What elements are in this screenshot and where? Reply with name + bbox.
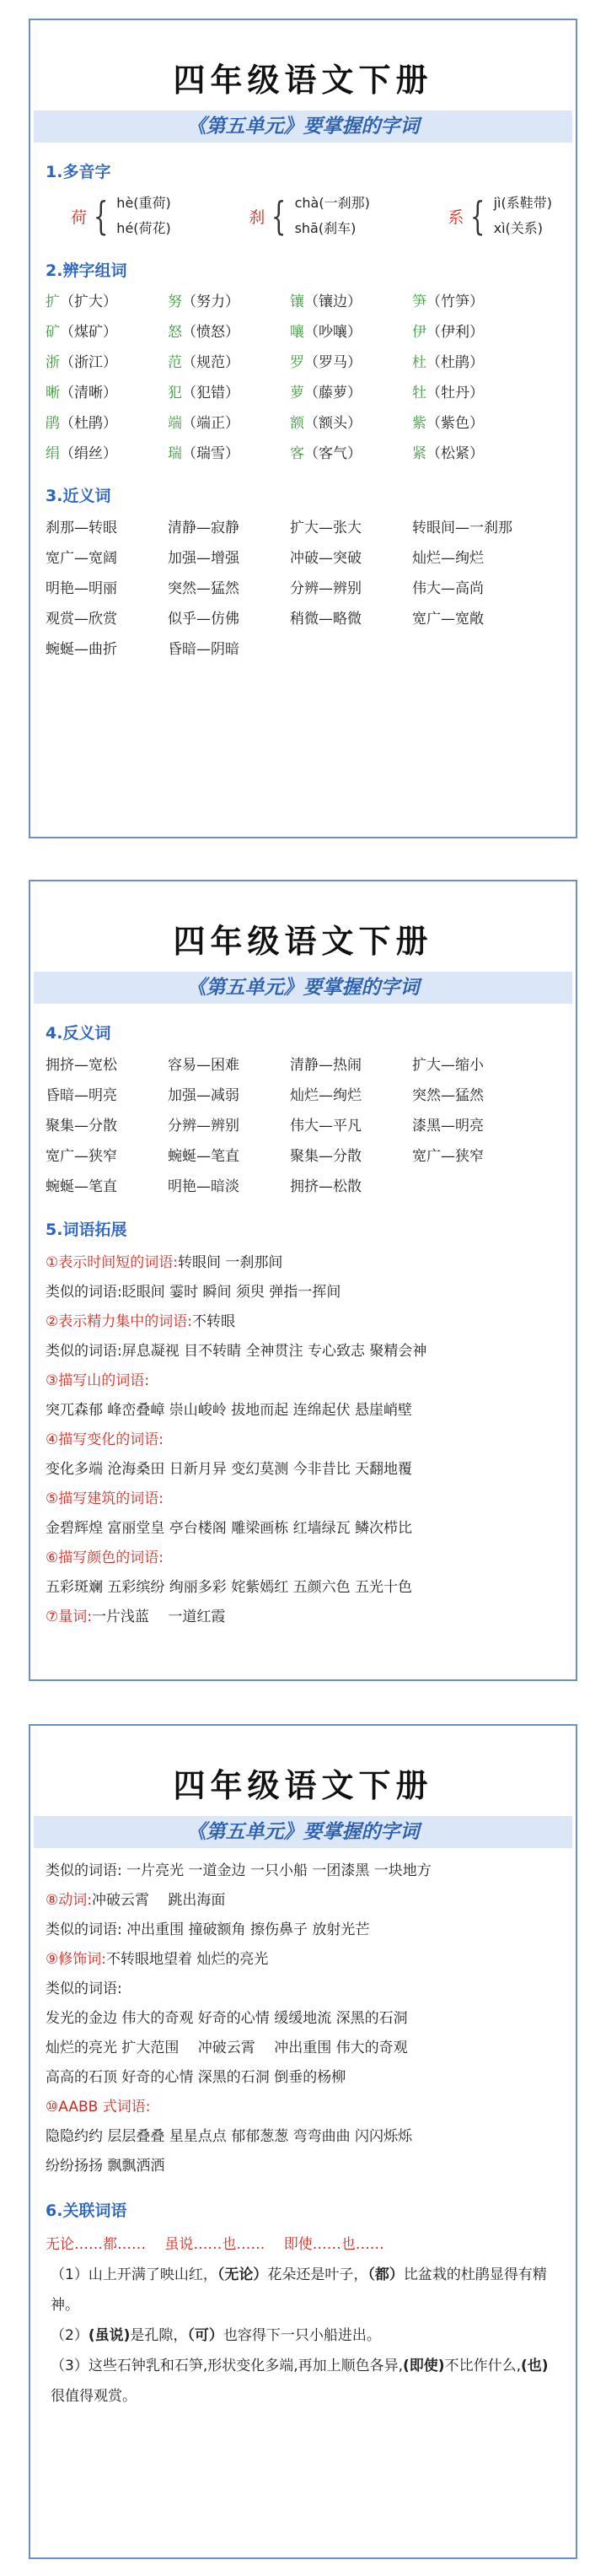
distinguish-word: （努力）	[182, 294, 239, 310]
sentence-part: 是孔隙，	[130, 2327, 188, 2344]
sentence-part: 比盆栽的杜鹃显得有精神。	[51, 2266, 547, 2314]
distinguish-cell	[46, 380, 168, 406]
polyphone-reading: chà(一刹那)	[294, 195, 370, 211]
distinguish-word: （愤怒）	[182, 324, 239, 341]
expansion-list	[46, 1248, 560, 1632]
distinguish-word: （端正）	[182, 415, 239, 432]
section-heading-polyphone: 1.多音字	[46, 163, 111, 181]
synonym-pair: 观赏—欣赏	[46, 611, 117, 628]
distinguish-word: （扩大）	[60, 294, 117, 310]
distinguish-cell	[412, 289, 534, 315]
expansion-words: 冲破云霄 跳出海面	[91, 1892, 226, 1909]
distinguish-word: （伊利）	[426, 324, 484, 341]
antonym-pair: 昏暗—明亮	[46, 1087, 117, 1104]
polyphone-reading: jì(系鞋带)	[493, 195, 552, 211]
expansion-words: 金碧辉煌 富丽堂皇 亭台楼阁 雕梁画栋 红墙绿瓦 鳞次栉比	[46, 1520, 413, 1537]
distinguish-cell	[168, 441, 290, 466]
expansion-words: 类似的词语: 一片亮光 一道金边 一只小船 一团漆黑 一块地方	[46, 1862, 432, 1879]
antonym-pair: 清静—热闹	[290, 1057, 362, 1074]
distinguish-cell	[46, 350, 168, 375]
expansion-words: 不转眼	[191, 1313, 235, 1330]
synonym-pair: 刹那—转眼	[46, 520, 117, 536]
section-heading-conjunctions: 6.关联词语	[46, 2201, 127, 2220]
expansion-line	[46, 1278, 560, 1307]
expansion-words: 纷纷扬扬 飘飘洒洒	[46, 2158, 165, 2175]
distinguish-cell	[412, 350, 534, 375]
expansion-line	[46, 2152, 560, 2181]
distinguish-cell	[290, 289, 412, 315]
synonym-pair: 蜿蜒—曲折	[46, 641, 117, 658]
expansion-category: ⑥描写颜色的词语:	[46, 1549, 164, 1566]
distinguish-char: 鹃	[46, 415, 60, 432]
distinguish-word: （杜鹃）	[426, 354, 484, 371]
conjunction-pairs: 无论……都…… 虽说……也…… 即使……也……	[46, 2236, 384, 2253]
distinguish-word: （罗马）	[304, 354, 362, 371]
antonym-pair: 灿烂—绚烂	[290, 1087, 362, 1104]
expansion-category: ⑨修饰词:	[46, 1951, 106, 1968]
distinguish-word: （镶边）	[304, 294, 362, 310]
distinguish-char: 端	[168, 415, 182, 432]
expansion-line	[46, 2122, 560, 2152]
expansion-words: 不转眼地望着 灿烂的亮光	[105, 1951, 269, 1968]
polyphone-item	[249, 191, 370, 241]
page-card-3	[29, 1724, 577, 2559]
sentence-part: （3）这些石钟乳和石笋,形状变化多端,再加上顺色各异,	[51, 2358, 404, 2374]
synonym-pair: 清静—寂静	[168, 520, 239, 536]
expansion-line	[46, 1366, 560, 1396]
sentence-part: （2）	[51, 2327, 88, 2344]
expansion-line	[46, 1337, 560, 1366]
distinguish-cell	[412, 441, 534, 466]
distinguish-word: （松紧）	[426, 445, 484, 462]
page-subtitle: 《第五单元》要掌握的字词	[34, 972, 572, 1004]
sentence-keyword: （可）	[187, 2327, 223, 2344]
distinguish-word: （客气）	[304, 445, 362, 462]
distinguish-char: 镶	[290, 294, 304, 310]
polyphone-char: 系	[448, 207, 464, 227]
polyphone-reading: hè(重荷)	[116, 195, 171, 211]
expansion-line	[46, 1857, 560, 1886]
expansion-words: 高高的石顶 好奇的心情 深黑的石洞 倒垂的杨柳	[46, 2069, 346, 2086]
polyphone-reading: shā(刹车)	[294, 220, 357, 236]
distinguish-char: 紧	[412, 445, 426, 462]
expansion-category: ⑩AABB 式词语:	[46, 2099, 151, 2115]
expansion-words: 隐隐约约 层层叠叠 星星点点 郁郁葱葱 弯弯曲曲 闪闪烁烁	[46, 2128, 413, 2145]
distinguish-cell	[168, 380, 290, 406]
synonym-pair: 明艳—明丽	[46, 580, 117, 597]
synonym-pair: 伟大—高尚	[412, 580, 484, 597]
page-title: 四年级语文下册	[173, 922, 433, 960]
antonym-pair: 伟大—平凡	[290, 1118, 362, 1134]
expansion-line	[46, 1975, 560, 2004]
expansion-category: ⑦量词:	[46, 1609, 92, 1625]
distinguish-word: （竹笋）	[426, 294, 484, 310]
antonym-pair: 蜿蜒—笔直	[46, 1178, 117, 1195]
distinguish-cell	[290, 320, 412, 345]
expansion-category: ①表示时间短的词语:	[46, 1254, 178, 1271]
expansion-line	[46, 1603, 560, 1632]
expansion-words: 五彩斑斓 五彩缤纷 绚丽多彩 姹紫嫣红 五颜六色 五光十色	[46, 1579, 413, 1596]
brace-icon: {	[93, 193, 109, 239]
distinguish-word: （浙江）	[60, 354, 117, 371]
distinguish-cell	[412, 380, 534, 406]
distinguish-cell	[46, 320, 168, 345]
distinguish-char: 努	[168, 294, 182, 310]
polyphone-list	[46, 191, 560, 241]
distinguish-word: （煤矿）	[60, 324, 117, 341]
synonym-pair: 加强—增强	[168, 550, 239, 567]
antonym-pair: 蜿蜒—笔直	[168, 1148, 239, 1165]
expansion-words: 类似的词语:屏息凝视 目不转睛 全神贯注 专心致志 聚精会神	[46, 1343, 427, 1360]
expansion-category: ②表示精力集中的词语:	[46, 1313, 192, 1330]
expansion-words: 类似的词语: 冲出重围 撞破额角 擦伤鼻子 放射光芒	[46, 1921, 370, 1938]
section-heading-synonyms: 3.近义词	[46, 487, 111, 505]
page-title: 四年级语文下册	[173, 1766, 433, 1804]
distinguish-word: （杜鹃）	[60, 415, 117, 432]
distinguish-word: （额头）	[304, 415, 362, 432]
antonym-pair: 容易—困难	[168, 1057, 239, 1074]
expansion-line	[46, 1455, 560, 1485]
distinguish-char: 笋	[412, 294, 426, 310]
synonym-pair: 转眼间—一刹那	[412, 520, 512, 536]
distinguish-word: （瑞雪）	[182, 445, 239, 462]
distinguish-char: 罗	[290, 354, 304, 371]
expansion-line	[46, 1248, 560, 1278]
synonym-pair: 宽广—宽阔	[46, 550, 117, 567]
synonym-grid	[46, 515, 560, 663]
distinguish-cell	[290, 411, 412, 436]
example-sentence	[46, 2320, 560, 2351]
distinguish-cell	[46, 411, 168, 436]
expansion-line	[46, 1945, 560, 1975]
page-subtitle: 《第五单元》要掌握的字词	[34, 110, 572, 143]
synonym-pair: 突然—猛然	[168, 580, 239, 597]
expansion-words: 类似的词语:眨眼间 霎时 瞬间 须臾 弹指一挥间	[46, 1284, 341, 1301]
expansion-list-continued	[46, 1857, 560, 2181]
distinguish-char: 扩	[46, 294, 60, 310]
antonym-pair: 明艳—暗淡	[168, 1178, 239, 1195]
section-heading-expansion: 5.词语拓展	[46, 1221, 127, 1239]
example-sentence	[46, 2351, 560, 2412]
polyphone-reading: xì(关系)	[493, 220, 544, 236]
antonym-pair: 漆黑—明亮	[412, 1118, 484, 1134]
distinguish-cell	[168, 320, 290, 345]
synonym-pair: 稍微—略微	[290, 611, 362, 628]
polyphone-char: 刹	[249, 207, 265, 227]
distinguish-cell	[290, 350, 412, 375]
distinguish-cell	[412, 320, 534, 345]
distinguish-char: 怒	[168, 324, 182, 341]
distinguish-char: 嚷	[290, 324, 304, 341]
sentence-part: （1）山上开满了映山红，	[51, 2266, 217, 2283]
page-card-1	[29, 19, 577, 838]
expansion-line	[46, 1396, 560, 1425]
distinguish-cell	[168, 350, 290, 375]
polyphone-char: 荷	[71, 207, 88, 227]
sentence-part: 花朵还是叶子，	[267, 2266, 368, 2283]
antonym-pair: 宽广—狭窄	[46, 1148, 117, 1165]
expansion-words: 变化多端 沧海桑田 日新月异 变幻莫测 今非昔比 天翻地覆	[46, 1461, 413, 1478]
synonym-pair: 分辨—辨别	[290, 580, 362, 597]
page-subtitle: 《第五单元》要掌握的字词	[34, 1816, 572, 1848]
distinguish-char: 犯	[168, 385, 182, 401]
distinguish-char: 紫	[412, 415, 426, 432]
antonym-pair: 拥挤—松散	[290, 1178, 362, 1195]
expansion-line	[46, 2004, 560, 2034]
distinguish-word: （吵嚷）	[304, 324, 362, 341]
brace-icon: {	[271, 193, 287, 239]
distinguish-word: （紫色）	[426, 415, 484, 432]
expansion-line	[46, 2034, 560, 2063]
distinguish-char: 矿	[46, 324, 60, 341]
distinguish-char: 牡	[412, 385, 426, 401]
page-card-2	[29, 880, 577, 1681]
sentence-part: 不比作什么,	[444, 2358, 521, 2374]
expansion-line	[46, 1916, 560, 1945]
example-sentence	[46, 2260, 560, 2320]
polyphone-item	[71, 191, 171, 241]
distinguish-cell	[290, 441, 412, 466]
sentence-keyword: （都）	[367, 2266, 404, 2283]
example-sentences	[46, 2260, 560, 2412]
antonym-pair: 突然—猛然	[412, 1087, 484, 1104]
distinguish-char: 额	[290, 415, 304, 432]
distinguish-char: 杜	[412, 354, 426, 371]
distinguish-grid	[46, 289, 560, 466]
distinguish-word: （绢丝）	[60, 445, 117, 462]
distinguish-cell	[46, 289, 168, 315]
expansion-words: 一片浅蓝 一道红霞	[91, 1609, 226, 1625]
polyphone-reading: hé(荷花)	[116, 220, 171, 236]
expansion-line	[46, 1544, 560, 1573]
sentence-keyword: （无论）	[217, 2266, 268, 2283]
distinguish-word: （牡丹）	[426, 385, 484, 401]
expansion-line	[46, 1573, 560, 1603]
distinguish-char: 浙	[46, 354, 60, 371]
sentence-keyword: (也)	[520, 2358, 549, 2374]
antonym-pair: 聚集—分散	[46, 1118, 117, 1134]
synonym-pair: 似乎—仿佛	[168, 611, 239, 628]
synonym-pair: 昏暗—阴暗	[168, 641, 239, 658]
antonym-pair: 宽广—狭窄	[412, 1148, 484, 1165]
distinguish-char: 晰	[46, 385, 60, 401]
antonym-pair: 加强—减弱	[168, 1087, 239, 1104]
section-heading-antonyms: 4.反义词	[46, 1024, 111, 1043]
antonym-pair: 分辨—辨别	[168, 1118, 239, 1134]
expansion-words: 类似的词语:	[46, 1981, 122, 1997]
expansion-category: ③描写山的词语:	[46, 1372, 149, 1389]
sentence-part: 也容得下一只小船进出。	[223, 2327, 381, 2344]
synonym-pair: 宽广—宽敞	[412, 611, 484, 628]
sentence-part: 很值得观赏。	[51, 2388, 137, 2405]
distinguish-word: （规范）	[182, 354, 239, 371]
expansion-line	[46, 2093, 560, 2122]
expansion-words: 突兀森郁 峰峦叠嶂 崇山峻岭 拔地而起 连绵起伏 悬崖峭壁	[46, 1402, 413, 1419]
distinguish-char: 萝	[290, 385, 304, 401]
expansion-category: ⑧动词:	[46, 1892, 92, 1909]
sentence-keyword: (虽说)	[88, 2327, 131, 2344]
expansion-line	[46, 1307, 560, 1337]
expansion-line	[46, 1485, 560, 1514]
distinguish-char: 伊	[412, 324, 426, 341]
expansion-words: 转眼间 一刹那间	[177, 1254, 283, 1271]
antonym-grid	[46, 1052, 560, 1200]
sentence-keyword: (即使)	[403, 2358, 445, 2374]
antonym-pair: 聚集—分散	[290, 1148, 362, 1165]
distinguish-cell	[412, 411, 534, 436]
antonym-pair: 拥挤—宽松	[46, 1057, 117, 1074]
brace-icon: {	[470, 193, 485, 239]
distinguish-char: 瑞	[168, 445, 182, 462]
expansion-category: ⑤描写建筑的词语:	[46, 1490, 164, 1507]
distinguish-cell	[46, 441, 168, 466]
distinguish-char: 客	[290, 445, 304, 462]
expansion-words: 灿烂的亮光 扩大范围 冲破云霄 冲出重围 伟大的奇观	[46, 2040, 408, 2056]
distinguish-char: 绢	[46, 445, 60, 462]
distinguish-cell	[290, 380, 412, 406]
expansion-category: ④描写变化的词语:	[46, 1431, 164, 1448]
expansion-line	[46, 1886, 560, 1916]
distinguish-char: 范	[168, 354, 182, 371]
expansion-words: 发光的金边 伟大的奇观 好奇的心情 缓缓地流 深黑的石洞	[46, 2010, 408, 2027]
expansion-line	[46, 1425, 560, 1455]
section-heading-distinguish: 2.辨字组词	[46, 261, 127, 280]
synonym-pair: 灿烂—绚烂	[412, 550, 484, 567]
synonym-pair: 扩大—张大	[290, 520, 362, 536]
expansion-line	[46, 2063, 560, 2093]
distinguish-word: （犯错）	[182, 385, 239, 401]
distinguish-cell	[168, 411, 290, 436]
antonym-pair: 扩大—缩小	[412, 1057, 484, 1074]
expansion-line	[46, 1514, 560, 1544]
distinguish-word: （藤萝）	[304, 385, 362, 401]
page-title: 四年级语文下册	[173, 61, 433, 99]
distinguish-word: （清晰）	[60, 385, 117, 401]
polyphone-item	[448, 191, 552, 241]
synonym-pair: 冲破—突破	[290, 550, 362, 567]
distinguish-cell	[168, 289, 290, 315]
